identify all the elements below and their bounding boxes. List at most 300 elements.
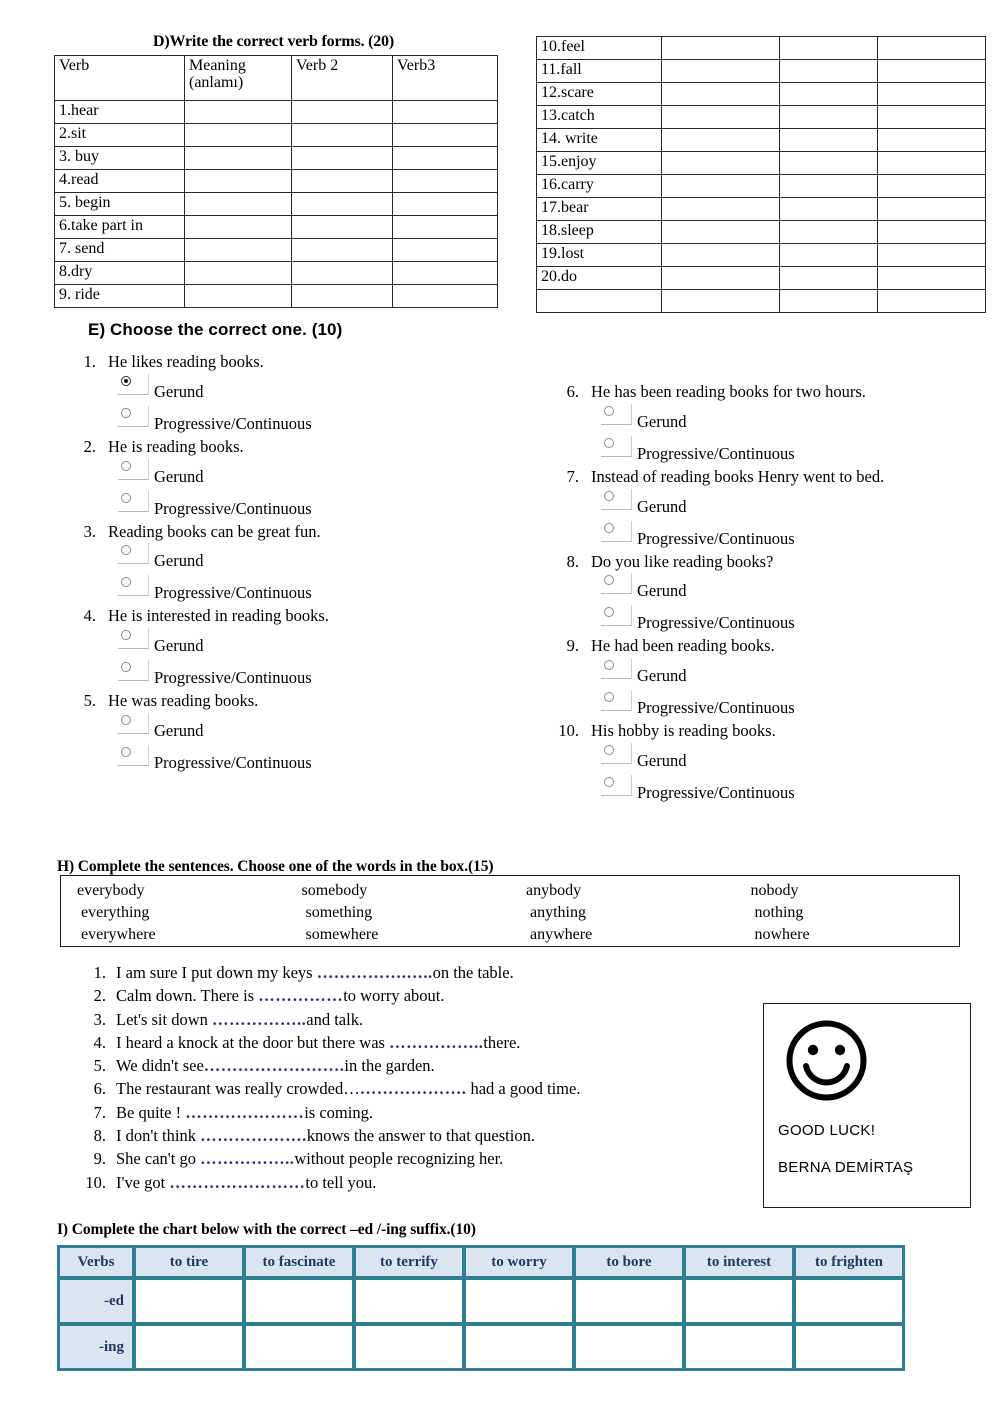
section-e-title: E) Choose the correct one. (10)	[88, 320, 343, 339]
radio-icon[interactable]	[604, 406, 614, 416]
answer-cell[interactable]	[292, 239, 393, 262]
radio-option[interactable]	[601, 773, 983, 805]
answer-cell[interactable]	[185, 239, 292, 262]
radio-icon[interactable]	[604, 575, 614, 585]
answer-cell[interactable]	[662, 152, 780, 175]
question-text: He was reading books.	[108, 691, 259, 711]
verb-cell: 17.bear	[537, 198, 662, 221]
radio-icon[interactable]	[604, 745, 614, 755]
radio-button-field[interactable]	[118, 374, 149, 395]
answer-cell[interactable]	[393, 239, 498, 262]
column-header: Meaning (anlamı)	[185, 56, 292, 101]
answer-cell[interactable]	[780, 129, 878, 152]
answer-cell[interactable]	[878, 244, 986, 267]
radio-icon[interactable]	[121, 747, 131, 757]
radio-button-field[interactable]	[118, 575, 149, 596]
sentence-text	[116, 1126, 535, 1145]
radio-option-label: Progressive/Continuous	[637, 528, 795, 548]
question-text: He has been reading books for two hours.	[591, 382, 866, 401]
question-item	[70, 352, 530, 436]
radio-icon[interactable]	[121, 662, 131, 672]
radio-button-field[interactable]	[601, 743, 632, 764]
answer-cell[interactable]	[185, 101, 292, 124]
table-row	[537, 267, 986, 290]
word-bank-item[interactable]: everybody	[77, 882, 145, 899]
answer-cell[interactable]	[292, 216, 393, 239]
question-text: Reading books can be great fun.	[108, 521, 321, 541]
radio-option[interactable]	[118, 743, 530, 775]
radio-option[interactable]	[601, 656, 983, 688]
radio-icon[interactable]	[604, 660, 614, 670]
sentence-suffix: is coming.	[304, 1102, 373, 1122]
radio-option-label: Gerund	[637, 581, 687, 601]
radio-button-field[interactable]	[601, 521, 632, 542]
answer-cell[interactable]	[185, 147, 292, 170]
answer-cell[interactable]	[662, 244, 780, 267]
sentence-text	[116, 1010, 363, 1029]
sentence-number: 7.	[93, 1102, 106, 1122]
table-row	[55, 239, 498, 262]
section-i-title: I) Complete the chart below with the correct –ed /-ing suffix.(10)	[57, 1221, 476, 1238]
column-header: Verb	[55, 56, 185, 101]
table-row	[55, 193, 498, 216]
sentence-text	[116, 1033, 520, 1052]
verb-cell: 16.carry	[537, 175, 662, 198]
answer-blank[interactable]: …………………….	[203, 1056, 345, 1076]
question-item	[553, 636, 983, 720]
radio-icon[interactable]	[121, 630, 131, 640]
answer-cell[interactable]	[355, 1279, 463, 1323]
radio-option-label: Gerund	[154, 636, 204, 656]
answer-blank[interactable]: …………….…..	[316, 963, 433, 982]
word-bank-item[interactable]: nothing	[754, 904, 804, 922]
sentence-suffix: without people recognizing her.	[294, 1149, 504, 1169]
answer-cell[interactable]	[662, 175, 780, 198]
answer-cell[interactable]	[575, 1279, 683, 1323]
radio-icon[interactable]	[121, 577, 131, 587]
answer-cell[interactable]	[780, 198, 878, 221]
question-text: Instead of reading books Henry went to bed.	[591, 466, 885, 486]
word-bank-box	[60, 875, 960, 947]
verb-cell: 5. begin	[55, 193, 185, 216]
answer-cell[interactable]	[135, 1279, 243, 1323]
table-row	[537, 198, 986, 221]
answer-cell[interactable]	[662, 106, 780, 129]
radio-option-label: Gerund	[637, 496, 687, 516]
radio-option[interactable]	[601, 571, 983, 603]
radio-icon[interactable]	[604, 777, 614, 787]
fill-in-sentence	[76, 1149, 726, 1172]
answer-cell[interactable]	[878, 129, 986, 152]
radio-icon[interactable]	[604, 438, 614, 448]
radio-option[interactable]	[118, 626, 530, 658]
verb-cell: 8.dry	[55, 262, 185, 285]
answer-cell[interactable]	[780, 175, 878, 198]
answer-cell[interactable]	[245, 1279, 353, 1323]
question-number: 1.	[83, 352, 96, 371]
table-header-row	[55, 56, 498, 101]
word-bank-item[interactable]: everywhere	[81, 926, 156, 944]
answer-cell[interactable]	[393, 101, 498, 124]
answer-blank[interactable]: ……………..	[212, 1009, 307, 1029]
sentence-prefix: I am sure I put down my keys	[116, 963, 317, 982]
word-bank-item[interactable]: nobody	[750, 882, 799, 899]
question-item	[70, 691, 530, 775]
radio-option-label: Gerund	[637, 750, 687, 770]
answer-cell[interactable]	[662, 83, 780, 106]
question-number: 5.	[83, 691, 96, 711]
question-number: 8.	[566, 551, 579, 571]
question-item	[553, 467, 983, 551]
answer-cell[interactable]	[245, 1325, 353, 1369]
radio-option-label: Progressive/Continuous	[154, 413, 312, 433]
radio-option[interactable]	[118, 404, 530, 436]
radio-option[interactable]	[601, 688, 983, 720]
radio-button-field[interactable]	[118, 660, 149, 681]
column-header: to tire	[135, 1247, 243, 1277]
radio-option[interactable]	[601, 434, 983, 466]
table-row	[59, 1325, 903, 1369]
answer-cell[interactable]	[292, 124, 393, 147]
table-row	[537, 106, 986, 129]
radio-option[interactable]	[601, 741, 983, 773]
answer-cell[interactable]	[393, 124, 498, 147]
verb-cell: 3. buy	[55, 147, 185, 170]
verb-cell: 20.do	[537, 267, 662, 290]
answer-blank[interactable]: ……………………	[169, 1172, 306, 1192]
radio-icon[interactable]	[121, 461, 131, 471]
sentence-number: 3.	[93, 1009, 106, 1029]
column-header: Verb3	[393, 56, 498, 101]
verb-cell: 9. ride	[55, 285, 185, 308]
table-row	[537, 290, 986, 313]
verb-cell: 2.sit	[55, 124, 185, 147]
sentence-prefix: I've got	[116, 1172, 170, 1192]
answer-cell[interactable]	[185, 216, 292, 239]
radio-option-label: Progressive/Continuous	[154, 583, 312, 603]
answer-cell[interactable]	[878, 83, 986, 106]
radio-option-label: Progressive/Continuous	[637, 443, 795, 463]
question-text: He is interested in reading books.	[108, 606, 329, 626]
radio-button-field[interactable]	[601, 489, 632, 510]
fill-in-sentence	[76, 1103, 726, 1126]
answer-cell[interactable]	[662, 267, 780, 290]
verb-cell: 19.lost	[537, 244, 662, 267]
sentence-prefix: She can't go	[116, 1149, 201, 1169]
word-bank-item[interactable]: anywhere	[530, 926, 593, 944]
sentence-text	[116, 1103, 373, 1122]
answer-cell[interactable]	[878, 290, 986, 313]
fill-in-sentence	[76, 1033, 726, 1056]
answer-cell[interactable]	[292, 147, 393, 170]
table-row	[537, 60, 986, 83]
answer-cell[interactable]	[185, 262, 292, 285]
answer-cell[interactable]	[393, 193, 498, 216]
answer-cell[interactable]	[393, 147, 498, 170]
radio-option[interactable]	[601, 519, 983, 551]
answer-cell[interactable]	[292, 193, 393, 216]
radio-option-label: Progressive/Continuous	[154, 668, 312, 688]
radio-icon-selected[interactable]	[121, 376, 131, 386]
radio-icon[interactable]	[604, 607, 614, 617]
question-number: 7.	[566, 466, 579, 486]
answer-cell[interactable]	[465, 1279, 573, 1323]
sentence-prefix: I don't think	[116, 1126, 201, 1146]
table-row	[55, 216, 498, 239]
answer-cell[interactable]	[393, 285, 498, 308]
sentence-prefix: We didn't see	[116, 1056, 204, 1076]
answer-cell[interactable]	[662, 60, 780, 83]
verb-cell: 1.hear	[55, 101, 185, 124]
answer-cell[interactable]	[780, 290, 878, 313]
answer-blank[interactable]: ……………..	[200, 1149, 295, 1169]
radio-button-field[interactable]	[118, 459, 149, 480]
radio-icon[interactable]	[121, 715, 131, 725]
suffix-chart-table	[57, 1245, 905, 1371]
column-header: to bore	[575, 1247, 683, 1277]
sentence-text	[116, 963, 514, 982]
answer-cell[interactable]	[878, 37, 986, 60]
sentence-number: 9.	[93, 1149, 106, 1169]
answer-cell[interactable]	[795, 1325, 903, 1369]
answer-cell[interactable]	[135, 1325, 243, 1369]
verb-cell: 6.take part in	[55, 216, 185, 239]
answer-cell[interactable]	[878, 175, 986, 198]
fill-in-sentence	[76, 986, 726, 1009]
answer-cell[interactable]	[780, 244, 878, 267]
question-text: He likes reading books.	[108, 352, 264, 371]
sentence-suffix: had a good time.	[466, 1079, 581, 1099]
word-bank-item[interactable]: somewhere	[305, 926, 379, 944]
answer-cell[interactable]	[878, 152, 986, 175]
question-item	[553, 721, 983, 805]
radio-option-label: Gerund	[637, 411, 687, 431]
table-row	[537, 37, 986, 60]
radio-icon[interactable]	[121, 493, 131, 503]
answer-cell[interactable]	[878, 198, 986, 221]
answer-cell[interactable]	[780, 221, 878, 244]
radio-button-field[interactable]	[601, 404, 632, 425]
answer-cell[interactable]	[662, 290, 780, 313]
answer-cell[interactable]	[465, 1325, 573, 1369]
radio-option[interactable]	[118, 372, 530, 404]
radio-icon[interactable]	[121, 408, 131, 418]
word-bank-item[interactable]: nowhere	[754, 926, 810, 944]
answer-cell[interactable]	[185, 285, 292, 308]
answer-cell[interactable]	[685, 1325, 793, 1369]
sentence-text	[116, 1173, 376, 1192]
table-row	[537, 83, 986, 106]
verb-cell	[537, 290, 662, 313]
answer-blank[interactable]: ……………….	[359, 1079, 467, 1099]
sentence-text	[116, 986, 445, 1005]
radio-icon[interactable]	[604, 692, 614, 702]
radio-option[interactable]	[118, 658, 530, 690]
verb-cell: 10.feel	[537, 37, 662, 60]
radio-button-field[interactable]	[601, 775, 632, 796]
answer-cell[interactable]	[393, 170, 498, 193]
radio-option[interactable]	[118, 573, 530, 605]
question-item	[553, 382, 983, 466]
radio-button-field[interactable]	[118, 745, 149, 766]
answer-cell[interactable]	[185, 170, 292, 193]
radio-icon[interactable]	[604, 491, 614, 501]
question-item	[70, 606, 530, 690]
fill-in-sentence	[76, 1079, 726, 1102]
radio-button-field[interactable]	[118, 491, 149, 512]
sentence-number: 6.	[93, 1079, 106, 1099]
answer-cell[interactable]	[685, 1279, 793, 1323]
section-h-sentence-list	[76, 963, 726, 1196]
radio-option[interactable]	[601, 487, 983, 519]
radio-icon[interactable]	[121, 545, 131, 555]
answer-cell[interactable]	[878, 106, 986, 129]
answer-cell[interactable]	[292, 170, 393, 193]
sentence-prefix: Let's sit down	[116, 1009, 213, 1029]
word-bank-row	[61, 902, 959, 924]
answer-cell[interactable]	[575, 1325, 683, 1369]
verb-cell: 15.enjoy	[537, 152, 662, 175]
radio-button-field[interactable]	[601, 690, 632, 711]
sentence-suffix: on the table.	[432, 963, 514, 982]
radio-button-field[interactable]	[601, 573, 632, 594]
question-number: 2.	[83, 436, 96, 456]
sentence-prefix: The restaurant was really crowded…	[116, 1079, 360, 1099]
radio-option-label: Gerund	[154, 551, 204, 571]
verb-cell: 4.read	[55, 170, 185, 193]
question-text: Do you like reading books?	[591, 551, 774, 571]
row-header: -ed	[59, 1279, 133, 1323]
column-header: Verb 2	[292, 56, 393, 101]
sentence-number: 1.	[93, 963, 106, 982]
answer-cell[interactable]	[878, 60, 986, 83]
table-row	[59, 1279, 903, 1323]
row-header: -ing	[59, 1325, 133, 1369]
table-row	[537, 152, 986, 175]
question-text: He had been reading books.	[591, 636, 775, 656]
answer-cell[interactable]	[662, 221, 780, 244]
word-bank-item[interactable]: somebody	[301, 882, 368, 899]
column-header: to terrify	[355, 1247, 463, 1277]
verb-cell: 12.scare	[537, 83, 662, 106]
good-luck-message: GOOD LUCK!	[778, 1122, 876, 1139]
section-d-title: D)Write the correct verb forms. (20)	[153, 33, 394, 50]
radio-option[interactable]	[601, 603, 983, 635]
answer-blank[interactable]: ……………..	[389, 1032, 484, 1052]
answer-cell[interactable]	[292, 101, 393, 124]
answer-cell[interactable]	[393, 262, 498, 285]
answer-blank[interactable]: …………………	[185, 1102, 305, 1122]
table-row	[537, 129, 986, 152]
answer-blank[interactable]: ……………….	[200, 1126, 307, 1146]
sentence-prefix: Be quite !	[116, 1102, 186, 1122]
radio-option-label: Progressive/Continuous	[637, 698, 795, 718]
fill-in-sentence	[76, 1010, 726, 1033]
answer-cell[interactable]	[780, 106, 878, 129]
table-row	[55, 124, 498, 147]
word-bank-item[interactable]: anything	[530, 904, 586, 922]
sentence-suffix: knows the answer to that question.	[306, 1126, 535, 1146]
column-header: to interest	[685, 1247, 793, 1277]
radio-button-field[interactable]	[118, 713, 149, 734]
answer-cell[interactable]	[795, 1279, 903, 1323]
table-header-row	[59, 1247, 903, 1277]
answer-cell[interactable]	[878, 221, 986, 244]
radio-button-field[interactable]	[118, 628, 149, 649]
answer-cell[interactable]	[662, 198, 780, 221]
question-number: 10.	[558, 721, 579, 741]
answer-cell[interactable]	[393, 216, 498, 239]
verb-cell: 14. write	[537, 129, 662, 152]
answer-cell[interactable]	[662, 37, 780, 60]
good-luck-box	[763, 1003, 971, 1208]
question-item	[70, 522, 530, 606]
verb-forms-table-right	[536, 36, 986, 313]
table-row	[55, 285, 498, 308]
sentence-number: 2.	[93, 986, 106, 1006]
radio-button-field[interactable]	[118, 406, 149, 427]
word-bank-item[interactable]: something	[305, 904, 373, 922]
radio-option-label: Gerund	[154, 381, 204, 401]
radio-option[interactable]	[601, 402, 983, 434]
radio-option[interactable]	[118, 711, 530, 743]
radio-option[interactable]	[118, 457, 530, 489]
table-row	[537, 244, 986, 267]
radio-option[interactable]	[118, 541, 530, 573]
radio-button-field[interactable]	[601, 436, 632, 457]
answer-blank[interactable]: ……………	[258, 986, 344, 1006]
answer-cell[interactable]	[780, 83, 878, 106]
answer-cell[interactable]	[292, 285, 393, 308]
column-header: to worry	[465, 1247, 573, 1277]
table-row	[55, 147, 498, 170]
answer-cell[interactable]	[185, 124, 292, 147]
question-item	[553, 552, 983, 636]
sentence-suffix: there.	[483, 1032, 521, 1052]
sentence-text	[116, 1149, 503, 1168]
answer-cell[interactable]	[780, 267, 878, 290]
question-text: He is reading books.	[108, 436, 244, 456]
answer-cell[interactable]	[878, 267, 986, 290]
answer-cell[interactable]	[355, 1325, 463, 1369]
word-bank-item[interactable]: everything	[81, 904, 150, 922]
radio-option[interactable]	[118, 489, 530, 521]
fill-in-sentence	[76, 1126, 726, 1149]
answer-cell[interactable]	[185, 193, 292, 216]
fill-in-sentence	[76, 1173, 726, 1196]
column-header: to frighten	[795, 1247, 903, 1277]
word-bank-item[interactable]: anybody	[526, 882, 582, 899]
radio-button-field[interactable]	[118, 543, 149, 564]
radio-option-label: Progressive/Continuous	[154, 498, 312, 518]
sentence-number: 4.	[93, 1032, 106, 1052]
sentence-number: 10.	[85, 1172, 106, 1192]
radio-icon[interactable]	[604, 523, 614, 533]
question-number: 3.	[83, 521, 96, 541]
answer-cell[interactable]	[780, 152, 878, 175]
radio-button-field[interactable]	[601, 658, 632, 679]
radio-button-field[interactable]	[601, 605, 632, 626]
table-row	[55, 170, 498, 193]
answer-cell[interactable]	[292, 262, 393, 285]
answer-cell[interactable]	[662, 129, 780, 152]
answer-cell[interactable]	[780, 60, 878, 83]
table-row	[55, 262, 498, 285]
answer-cell[interactable]	[780, 37, 878, 60]
question-number: 6.	[566, 382, 579, 401]
sentence-suffix: in the garden.	[344, 1056, 435, 1076]
sentence-suffix: and talk.	[306, 1009, 364, 1029]
